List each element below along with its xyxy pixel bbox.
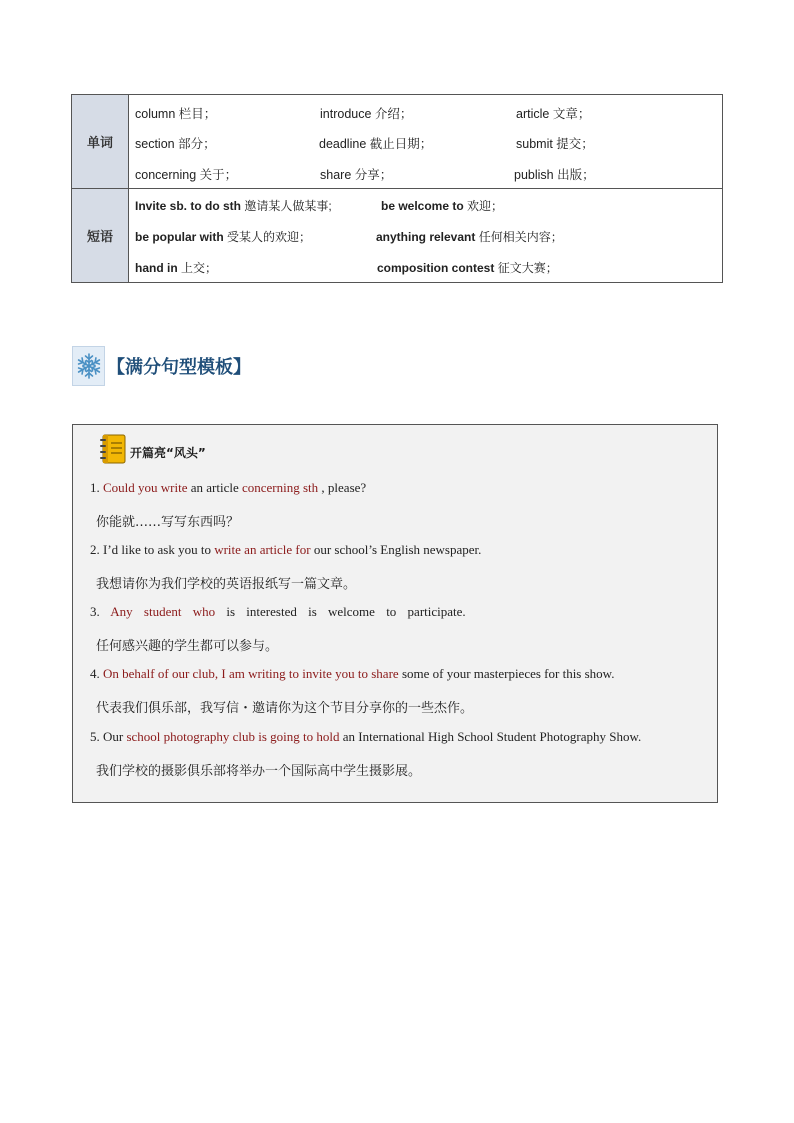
sentence-text: 3.: [90, 604, 111, 619]
sentence-text: 4.: [90, 666, 103, 681]
sentence-text: an article: [190, 480, 242, 495]
sentence-text: , please?: [321, 480, 367, 495]
word-item: publish 出版；: [514, 168, 595, 182]
notebook-icon: [99, 433, 127, 465]
words-cell: [129, 95, 723, 189]
sentence-translation: 我们学校的摄影俱乐部将举办一个国际高中学生摄影展。: [96, 764, 422, 779]
vocab-table: [71, 94, 723, 283]
sentence-translation: 任何感兴趣的学生都可以参与。: [96, 639, 279, 654]
phrase-item: composition contest 征文大赛；: [377, 261, 558, 275]
phrase-item: be popular with 受某人的欢迎；: [135, 230, 312, 244]
sentence-translation: 代表我们俱乐部，我写信・邀请你为这个节目分享你的一些杰作。: [96, 701, 474, 716]
highlighted-phrase: school photography club is going to hold: [126, 729, 343, 744]
highlighted-phrase: Any student who: [110, 604, 227, 619]
sentence-text: 2. I’d like to ask you to: [90, 542, 215, 557]
word-item: deadline 截止日期；: [319, 137, 433, 151]
sentence-line: [90, 666, 614, 682]
phrases-label: 短语: [72, 189, 129, 283]
phrase-item: hand in 上交；: [135, 261, 218, 275]
phrase-item: Invite sb. to do sth 邀请某人做某事;: [135, 199, 332, 213]
sentence-text: an International High School Student Photography Show.: [342, 729, 642, 744]
sentence-line: [90, 480, 366, 496]
word-item: share 分享；: [320, 168, 393, 182]
phrase-item: anything relevant 任何相关内容；: [376, 230, 563, 244]
words-row: [72, 95, 723, 189]
sentence-template-box: [72, 424, 718, 803]
sentence-text: some of your masterpieces for this show.: [401, 666, 615, 681]
sentence-translation: 我想请你为我们学校的英语报纸写一篇文章。: [96, 577, 357, 592]
section-title: 【满分句型模板】: [107, 357, 251, 378]
word-item: section 部分；: [135, 137, 216, 151]
sentence-line: [90, 729, 641, 745]
word-item: submit 提交；: [516, 137, 594, 151]
template-heading-text: 开篇亮“风头”: [130, 446, 206, 460]
word-item: introduce 介绍；: [320, 107, 413, 121]
word-item: article 文章；: [516, 107, 591, 121]
highlighted-phrase: concerning sth: [242, 480, 322, 495]
sentence-text: is interested is welcome to participate.: [226, 604, 466, 619]
sentence-text: 1.: [90, 480, 103, 495]
words-label: 单词: [72, 95, 129, 189]
sentence-text: our school’s English newspaper.: [313, 542, 482, 557]
word-item: column 栏目；: [135, 107, 217, 121]
word-item: concerning 关于；: [135, 168, 238, 182]
highlighted-phrase: Could you write: [103, 480, 191, 495]
phrase-grid: [129, 189, 722, 282]
word-grid: [129, 95, 722, 188]
section-heading: [72, 346, 251, 386]
template-heading: [99, 433, 206, 465]
sentence-line: [90, 604, 466, 620]
phrases-row: [72, 189, 723, 283]
phrase-item: be welcome to 欢迎；: [381, 199, 504, 213]
sentence-text: 5. Our: [90, 729, 127, 744]
highlighted-phrase: On behalf of our club, I am writing to invite you to share: [103, 666, 402, 681]
sentence-translation: 你能就……写写东西吗？: [96, 515, 240, 530]
sentence-line: [90, 542, 481, 558]
highlighted-phrase: write an article for: [214, 542, 314, 557]
snowflake-icon: [72, 346, 105, 386]
phrases-cell: [129, 189, 723, 283]
